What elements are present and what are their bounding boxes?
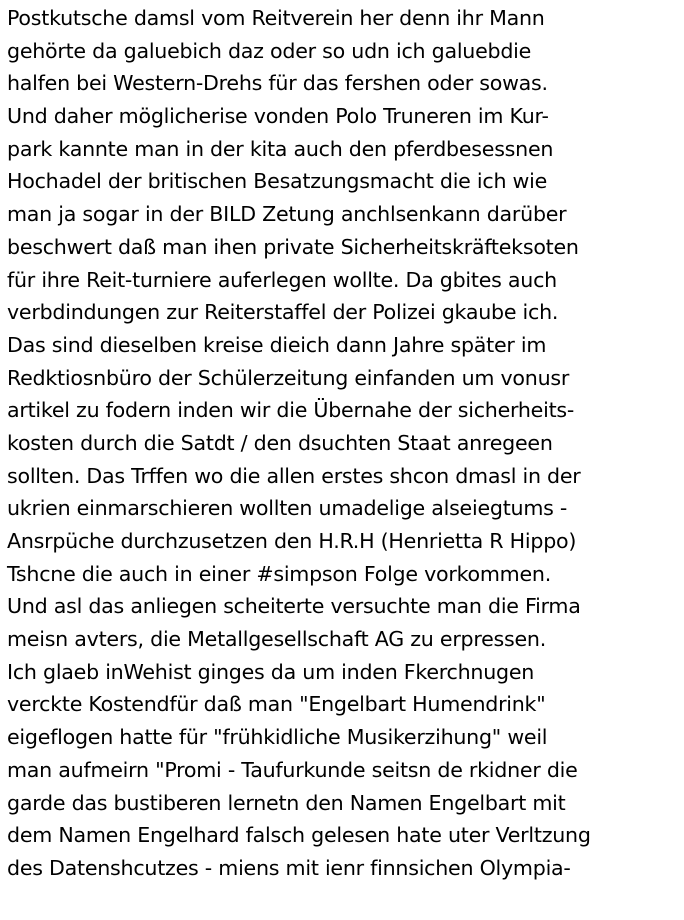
text-line-3: halfen bei Western-Drehs für das fershen oder sowas. — [7, 71, 548, 96]
text-line-15: sollten. Das Trffen wo die allen erstes shcon dmasl in der — [7, 463, 581, 488]
text-line-23: eigeflogen hatte für "frühkidliche Musikerzihung" weil — [7, 725, 548, 750]
body-text — [7, 2, 683, 885]
text-line-5: park kannte man in der kita auch den pferdbesessnen — [7, 136, 554, 161]
text-line-13: artikel zu fodern inden wir die Übernahe der sicherheits- — [7, 398, 575, 423]
text-line-20: meisn avters, die Metallgesellschaft AG zu erpressen. — [7, 627, 547, 652]
text-line-16: ukrien einmarschieren wollten umadelige alseiegtums - — [7, 496, 568, 521]
text-line-9: für ihre Reit-turniere auferlegen wollte. Da gbites auch — [7, 267, 557, 292]
text-line-10: verbdindungen zur Reiterstaffel der Polizei gkaube ich. — [7, 300, 559, 325]
text-line-25: garde das bustiberen lernetn den Namen Engelbart mit — [7, 790, 566, 815]
text-line-27: des Datenshcutzes - miens mit ienr finnsichen Olympia- — [7, 855, 571, 880]
text-line-7: man ja sogar in der BILD Zetung anchlsenkann darüber — [7, 202, 567, 227]
text-line-11: Das sind dieselben kreise dieich dann Jahre später im — [7, 332, 547, 357]
text-line-21: Ich glaeb inWehist ginges da um inden Fkerchnugen — [7, 659, 535, 684]
text-line-24: man aufmeirn "Promi - Taufurkunde seitsn de rkidner die — [7, 757, 578, 782]
text-line-1: Postkutsche damsl vom Reitverein her denn ihr Mann — [7, 6, 545, 30]
text-line-4: Und daher möglicherise vonden Polo Truneren im Kur- — [7, 104, 549, 129]
text-line-22: verckte Kostendfür daß man "Engelbart Humendrink" — [7, 692, 546, 717]
text-line-26: dem Namen Engelhard falsch gelesen hate uter Verltzung — [7, 823, 591, 848]
text-line-6: Hochadel der britischen Besatzungsmacht die ich wie — [7, 169, 548, 194]
text-line-2: gehörte da galuebich daz oder so udn ich galuebdie — [7, 38, 532, 63]
text-line-8: beschwert daß man ihen private Sicherheitskräfteksoten — [7, 234, 579, 259]
text-line-12: Redktiosnbüro der Schülerzeitung einfanden um vonusr — [7, 365, 570, 390]
text-line-17: Ansrpüche durchzusetzen den H.R.H (Henrietta R Hippo) — [7, 529, 577, 553]
text-line-14: kosten durch die Satdt / den dsuchten Staat anregeen — [7, 430, 553, 455]
text-line-18: Tshcne die auch in einer #simpson Folge vorkommen. — [7, 561, 552, 586]
text-line-19: Und asl das anliegen scheiterte versuchte man die Firma — [7, 594, 581, 619]
